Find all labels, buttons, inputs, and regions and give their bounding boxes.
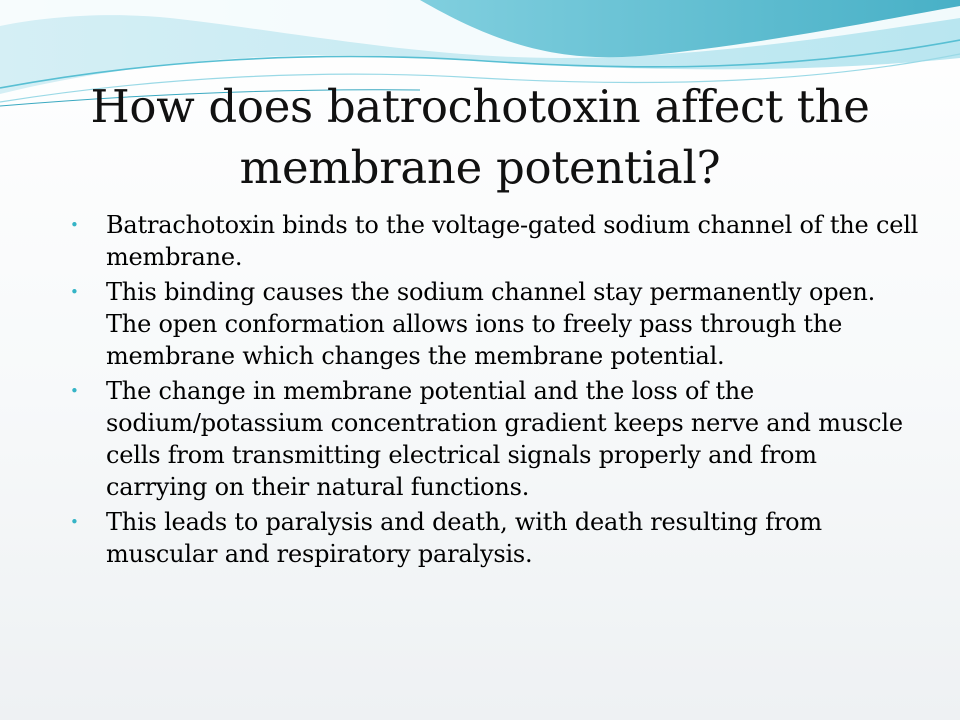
bullet-item xyxy=(70,506,920,570)
bullet-item xyxy=(70,375,920,503)
bullet-text: This leads to paralysis and death, with death resulting from muscular and respiratory paralysis. xyxy=(106,508,822,568)
bullet-icon: • xyxy=(70,513,79,531)
bullet-icon: • xyxy=(70,382,79,400)
bullet-text: This binding causes the sodium channel stay permanently open. The open conformation allows ions to freely pass through the membrane which changes the membrane potential. xyxy=(106,278,876,370)
bullet-item xyxy=(70,209,920,273)
bullet-text: Batrachotoxin binds to the voltage-gated sodium channel of the cell membrane. xyxy=(106,211,919,271)
bullet-list xyxy=(70,209,920,573)
bullet-icon: • xyxy=(70,283,79,301)
bullet-item xyxy=(70,276,920,372)
bullet-icon: • xyxy=(70,216,79,234)
slide-title: How does batrochotoxin affect the membrane potential? xyxy=(90,80,870,194)
bullet-text: The change in membrane potential and the loss of the sodium/potassium concentration gradient keeps nerve and muscle cells from transmitting electrical signals properly and from carrying on their natural functions. xyxy=(106,377,903,501)
